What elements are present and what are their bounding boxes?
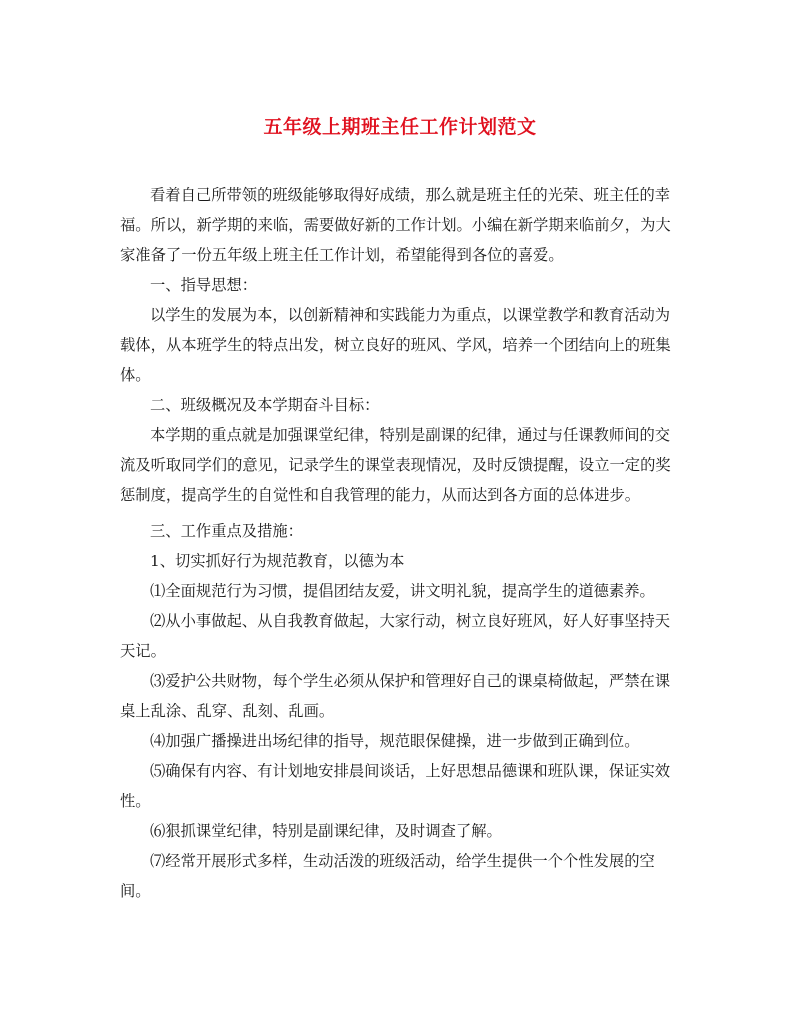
document-title: 五年级上期班主任工作计划范文 <box>263 116 537 138</box>
measure-item-2: ⑵从小事做起、从自我教育做起，大家行动，树立良好班风，好人好事坚持天天记。 <box>120 612 671 660</box>
section-heading-class-overview: 二、班级概况及本学期奋斗目标： <box>150 396 380 414</box>
guiding-ideology-paragraph: 以学生的发展为本，以创新精神和实践能力为重点，以课堂教学和教育活动为载体，从本班学生的特点出发，树立良好的班风、学风，培养一个团结向上的班集体。 <box>120 306 671 384</box>
intro-paragraph: 看着自己所带领的班级能够取得好成绩，那么就是班主任的光荣、班主任的幸福。所以，新学期的来临，需要做好新的工作计划。小编在新学期来临前夕，为大家准备了一份五年级上班主任工作计划，希望能得到各位的喜爱。 <box>120 186 671 264</box>
measure-item-4: ⑷加强广播操进出场纪律的指导，规范眼保健操，进一步做到正确到位。 <box>150 732 640 750</box>
measure-item-6: ⑹狠抓课堂纪律，特别是副课纪律，及时调查了解。 <box>150 822 502 840</box>
class-overview-paragraph: 本学期的重点就是加强课堂纪律，特别是副课的纪律，通过与任课教师间的交流及听取同学们的意见，记录学生的课堂表现情况，及时反馈提醒，设立一定的奖惩制度，提高学生的自觉性和自我管理的能力，从而达到各方面的总体进步。 <box>120 426 671 504</box>
measure-item-5: ⑸确保有内容、有计划地安排晨间谈话，上好思想品德课和班队课，保证实效性。 <box>120 762 671 810</box>
section-heading-work-focus: 三、工作重点及措施： <box>150 522 303 540</box>
document-body <box>120 180 680 906</box>
section-heading-guiding-ideology: 一、指导思想： <box>150 276 258 294</box>
measure-item-1: ⑴全面规范行为习惯，提倡团结友爱，讲文明礼貌，提高学生的道德素养。 <box>150 582 655 600</box>
measure-item-7: ⑺经常开展形式多样，生动活泼的班级活动，给学生提供一个个性发展的空间。 <box>120 852 655 900</box>
work-focus-item-1: 1、切实抓好行为规范教育，以德为本 <box>150 552 405 570</box>
measure-item-3: ⑶爱护公共财物，每个学生必须从保护和管理好自己的课桌椅做起，严禁在课桌上乱涂、乱穿、乱刻、乱画。 <box>120 672 671 720</box>
